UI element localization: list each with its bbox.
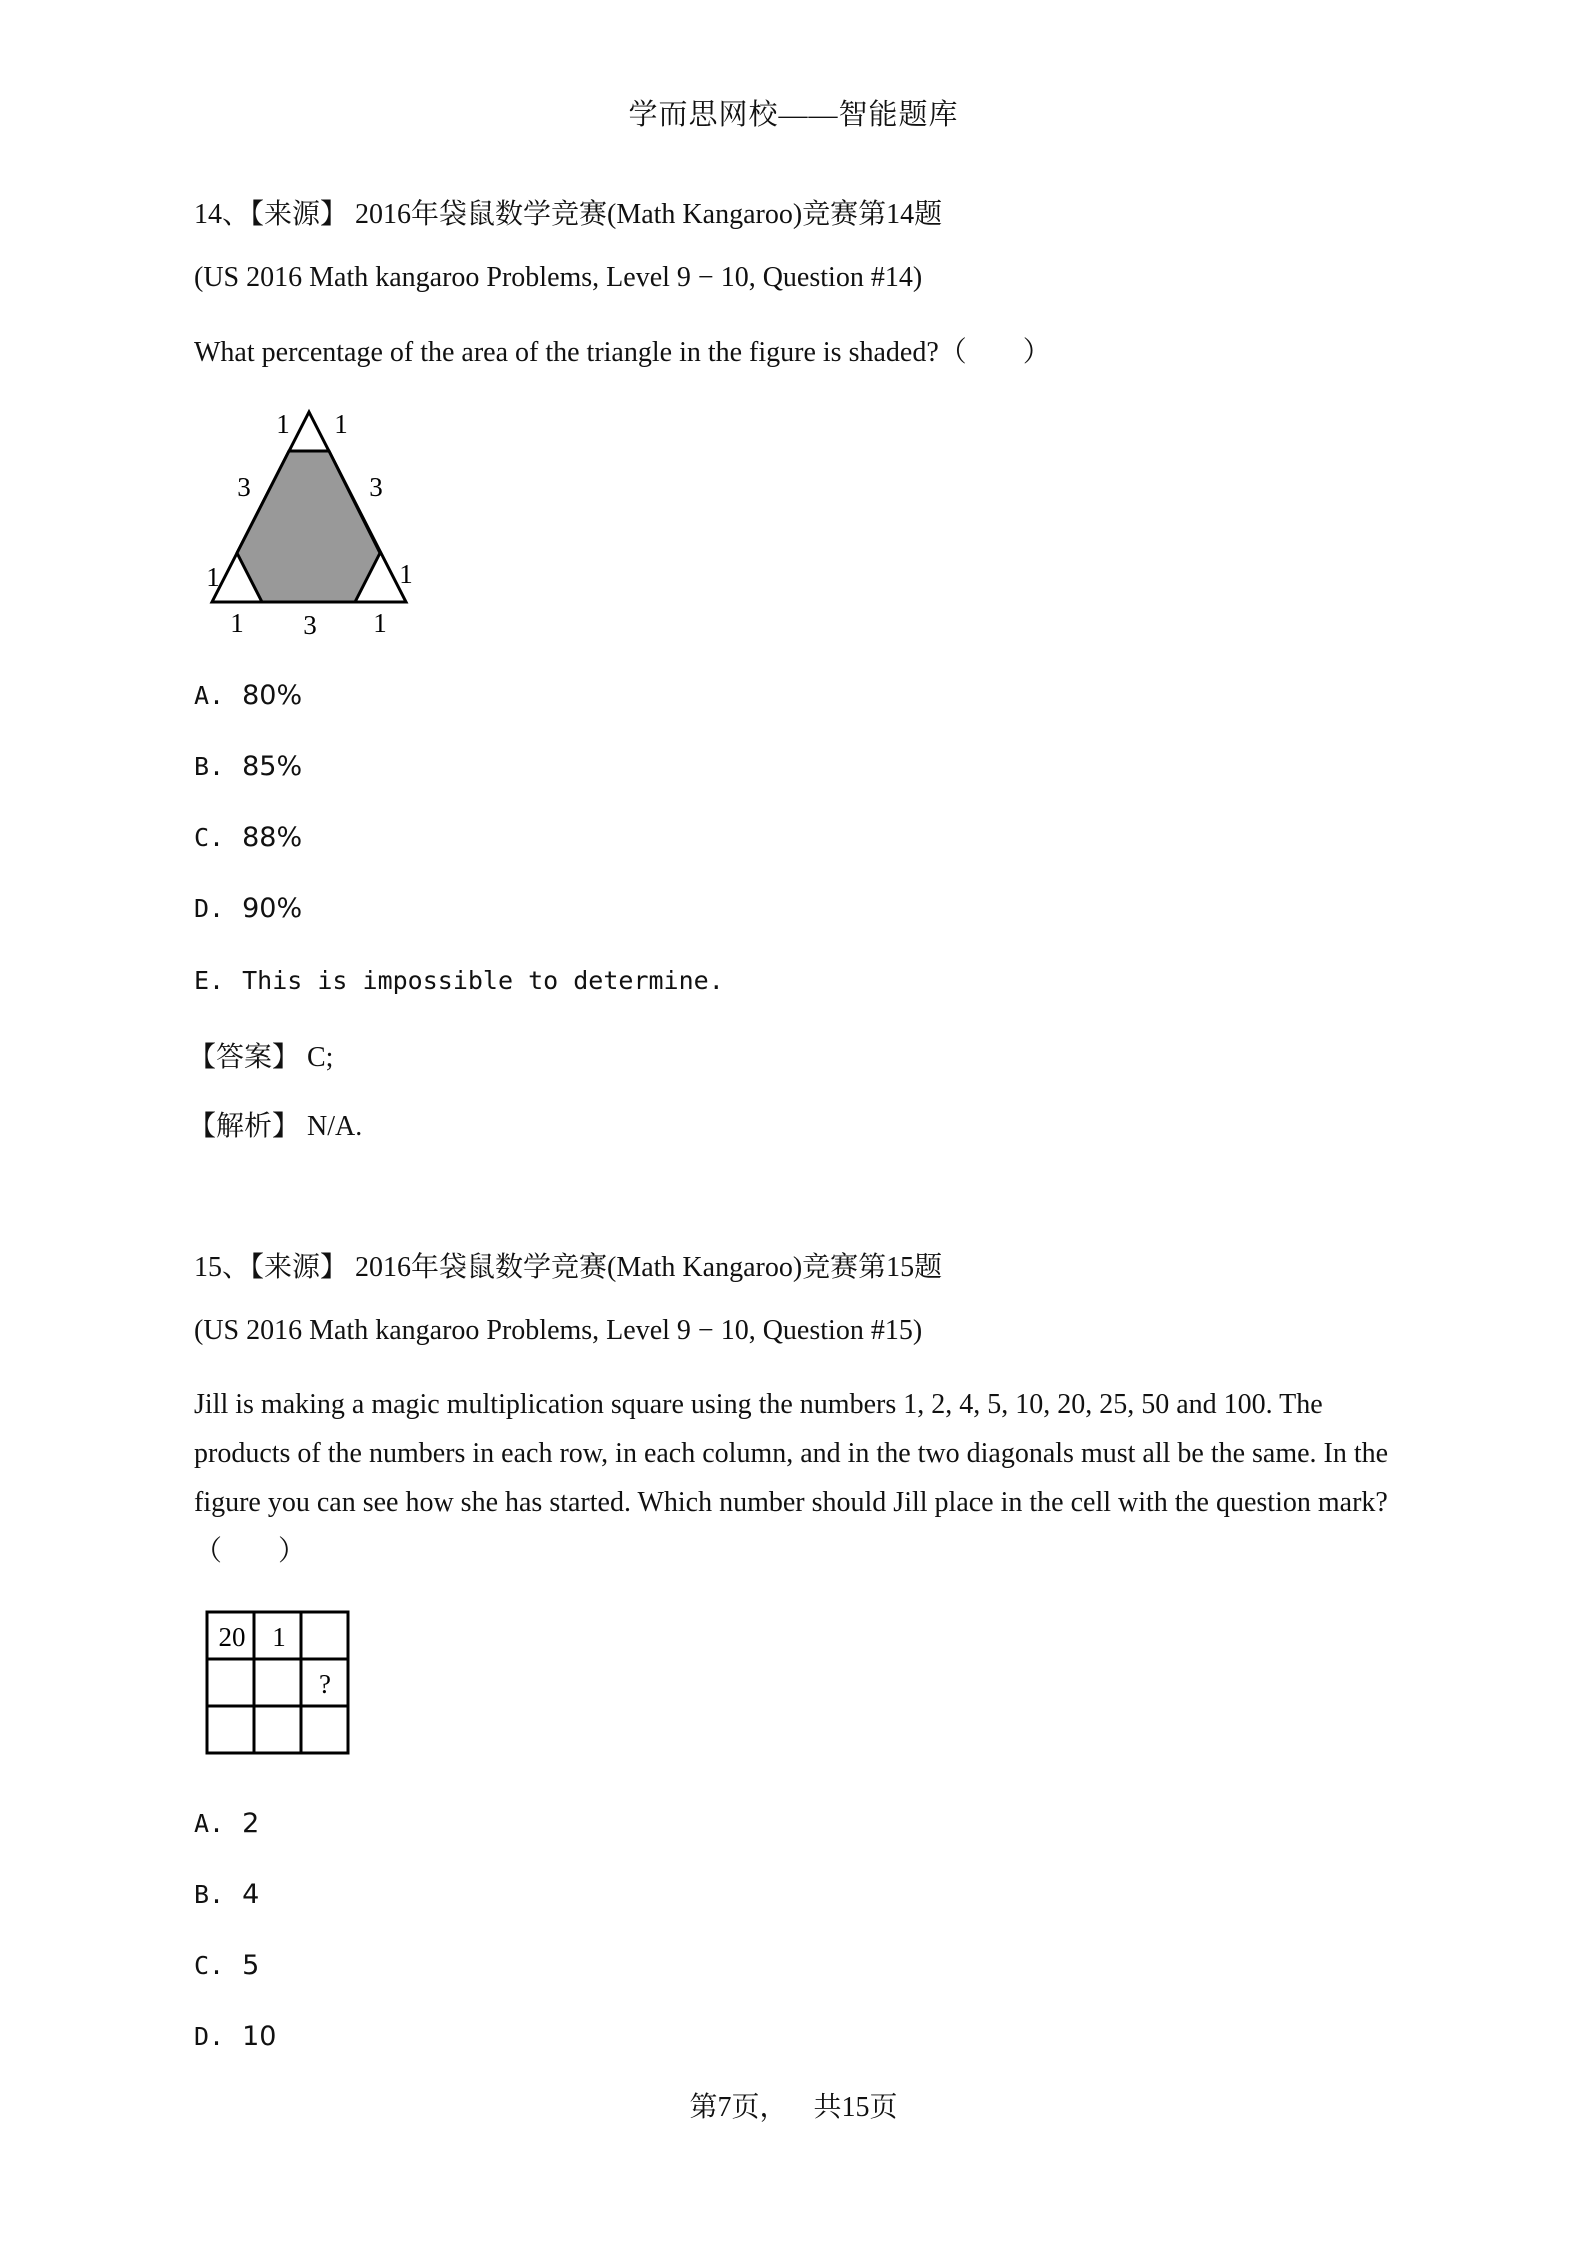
option-letter: B. (194, 1880, 225, 1909)
shaded-hexagon (237, 451, 380, 602)
grid-cell-question-mark: ? (319, 1669, 331, 1699)
option-letter: E. (194, 966, 225, 995)
option-letter: C. (194, 823, 225, 852)
option-text: 10 (242, 2021, 277, 2052)
label-bottom-left-side: 1 (206, 562, 220, 592)
label-right-side: 3 (369, 472, 383, 502)
label-base-left: 1 (230, 608, 244, 638)
label-left-side: 3 (237, 472, 251, 502)
option-text: 80% (242, 680, 303, 711)
q14-option-c[interactable] (194, 822, 302, 853)
option-text: 90% (242, 893, 303, 924)
option-letter: D. (194, 2022, 225, 2051)
option-text: 4 (242, 1879, 260, 1910)
option-text: 85% (242, 751, 303, 782)
q14-subtitle: (US 2016 Math kangaroo Problems, Level 9 − 10, Question #14) (194, 262, 923, 293)
q15-question (194, 1380, 1404, 1576)
option-text: 5 (242, 1950, 260, 1981)
label-top-right: 1 (334, 409, 348, 439)
q14-option-a[interactable] (194, 680, 302, 711)
page-total: 共15页 (813, 2092, 898, 2123)
q14-source: 14、【来源】 2016年袋鼠数学竞赛(Math Kangaroo)竞赛第14题 (194, 199, 943, 230)
q14-option-e[interactable] (194, 965, 724, 996)
q14-analysis: 【解析】 N/A. (188, 1111, 363, 1142)
q15-option-c[interactable] (194, 1950, 259, 1981)
q15-question-text: Jill is making a magic multiplication square using the numbers 1, 2, 4, 5, 10, 20, 25, 50 and 100. The products of the numbers in each row, in each column, and in the two diagonals must all be the same. In the figure you can see how she has started. Which number should Jill place in the cell with the question mark? (194, 1389, 1389, 1518)
q14-option-b[interactable] (194, 751, 302, 782)
page-number: 第7页， (689, 2092, 788, 2123)
q15-subtitle: (US 2016 Math kangaroo Problems, Level 9 − 10, Question #15) (194, 1315, 923, 1346)
page-header: 学而思网校——智能题库 (628, 99, 959, 131)
label-base-mid: 3 (303, 610, 317, 640)
label-base-right: 1 (373, 608, 387, 638)
option-letter: B. (194, 752, 225, 781)
option-letter: A. (194, 1809, 225, 1838)
option-letter: C. (194, 1951, 225, 1980)
option-letter: A. (194, 681, 225, 710)
option-text: 2 (242, 1808, 260, 1839)
page-footer (0, 2085, 1587, 2125)
option-text: 88% (242, 822, 303, 853)
grid-cell: 1 (272, 1622, 286, 1652)
q15-option-d[interactable] (194, 2021, 276, 2052)
label-bottom-right-side: 1 (399, 559, 413, 589)
q14-question: What percentage of the area of the triangle in the figure is shaded?（ ） (194, 337, 1051, 368)
q15-answer-paren: （ ） (194, 1536, 307, 1567)
grid-cell: 20 (218, 1622, 246, 1652)
option-letter: D. (194, 894, 225, 923)
q15-option-a[interactable] (194, 1808, 259, 1839)
q15-option-b[interactable] (194, 1879, 259, 1910)
q14-option-d[interactable] (194, 893, 302, 924)
label-top-left: 1 (276, 409, 290, 439)
q14-answer: 【答案】 C; (188, 1042, 334, 1073)
q14-triangle-figure (195, 400, 435, 650)
option-text: This is impossible to determine. (242, 966, 724, 995)
q15-source: 15、【来源】 2016年袋鼠数学竞赛(Math Kangaroo)竞赛第15题 (194, 1252, 943, 1283)
q15-grid-figure (205, 1610, 351, 1756)
